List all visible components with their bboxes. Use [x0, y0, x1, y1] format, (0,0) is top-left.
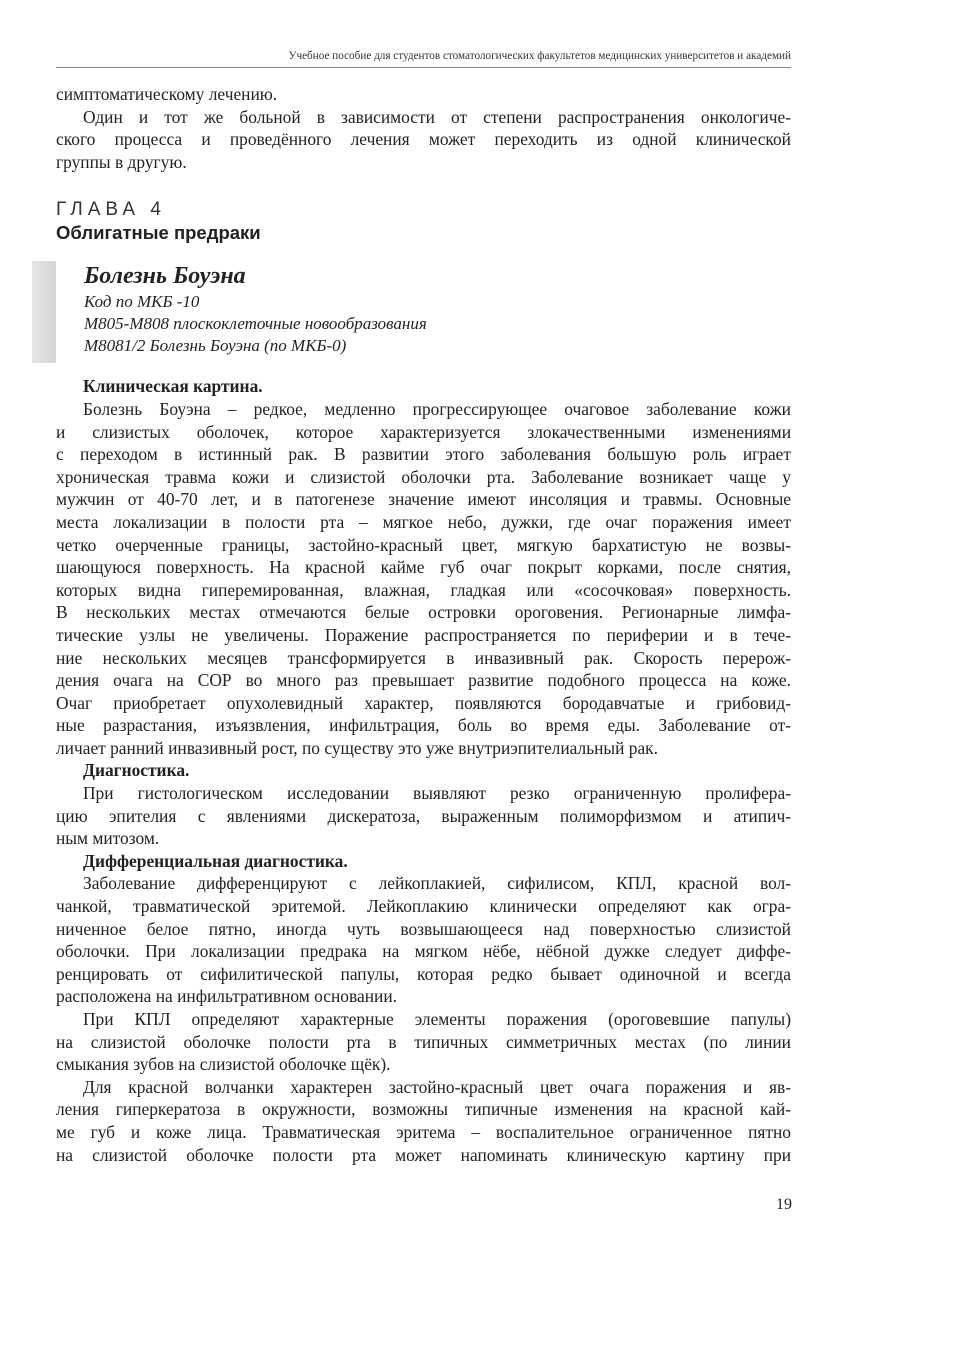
side-margin-bar: [32, 261, 56, 363]
icd-code-label: Код по МКБ -10: [84, 292, 200, 312]
differential-paragraph-2: При КПЛ определяют характерные элементы поражения (ороговевшие папулы) на слизистой оболочке полости рта в типичных симметричных местах (по линии смыкания зубов на слизистой оболочке щёк).: [56, 1009, 791, 1075]
disease-title: Болезнь Боуэна: [84, 263, 246, 290]
differential-paragraph-3: Для красной волчанки характерен застойно-красный цвет очага поражения и яв- ления гиперкератоза в окружности, возможны типичные изменения на красной кай- ме губ и коже лица. Травматическая эритема – воспалительное ограниченное пятно на слизистой оболочке полости рта может напоминать клиническую картину при: [56, 1076, 791, 1165]
running-header: Учебное пособие для студентов стоматологических факультетов медицинских университетов и академий: [56, 49, 791, 68]
clinical-paragraph: Болезнь Боуэна – редкое, медленно прогрессирующее очаговое заболевание кожи и слизистых оболочек, которое характеризуется злокачественными изменениями с переходом в истинный рак. В развитии этого заболевания большую роль играет хроническая травма кожи и слизистой оболочки рта. Заболевание возникает чаще у мужчин от 40-70 лет, и в патогенезе значение имеют инсоляция и травмы. Основные места локализации в полости рта – мягкое небо, дужки, где очаг поражения имеет четко очерченные границы, застойно-красный цвет, мягкую бархатистую не возвы- шающуюся поверхность. На красной кайме губ очаг покрыт корками, после снятия, которых видна гиперемированная, влажная, гладкая или «сосочковая» поверхность. В нескольких местах отмечаются белые островки ороговения. Регионарные лимфа- тические узлы не увеличены. Поражение распространяется по периферии и в тече- ние нескольких месяцев трансформируется в инвазивный рак. Скорость перерож- дения очага на СОР во много раз превышает развитие подобного процесса на коже. Очаг приобретает опухолевидный характер, появляются бородавчатые и грибовид- ные разрастания, изъязвления, инфильтрация, боль во время еды. Заболевание от- личает ранний инвазивный рост, по существу это уже внутриэпителиальный рак.: [56, 398, 791, 758]
diagnostics-paragraph: При гистологическом исследовании выявляют резко ограниченную пролифера- цию эпителия с явлениями дискератоза, выраженным полиморфизмом и атипич- ным митозом.: [56, 783, 791, 849]
icd-code-range: M805-M808 плоскоклеточные новообразования: [84, 314, 427, 334]
icd-code-bowen: M8081/2 Болезнь Боуэна (по МКБ-0): [84, 336, 347, 356]
chapter-title: Облигатные предраки: [56, 222, 261, 244]
intro-fragment: симптоматическому лечению.: [56, 84, 278, 104]
intro-paragraph: Один и тот же больной в зависимости от степени распространения онкологиче- ского процесса и проведённого лечения может переходить из одной клинической группы в другую.: [56, 106, 791, 172]
differential-paragraph-1: Заболевание дифференцируют с лейкоплакией, сифилисом, КПЛ, красной вол- чанкой, травматической эритемой. Лейкоплакию клинически определяют как огра- ниченное белое пятно, иногда чуть возвышающееся над поверхностью слизистой оболочки. При локализации предрака на мягком нёбе, нёбной дужке следует диффе- ренцировать от сифилитической папулы, которая редко бывает одиночной и всегда расположена на инфильтративном основании.: [56, 873, 791, 1007]
section-heading-differential: Дифференциальная диагностика.: [83, 850, 348, 871]
section-heading-diagnostics: Диагностика.: [83, 760, 190, 781]
disease-header-block: [56, 261, 791, 357]
section-heading-clinical: Клиническая картина.: [83, 376, 263, 397]
chapter-label: ГЛАВА 4: [56, 199, 166, 221]
page-number: 19: [776, 1196, 792, 1213]
page-body: [56, 83, 791, 1166]
